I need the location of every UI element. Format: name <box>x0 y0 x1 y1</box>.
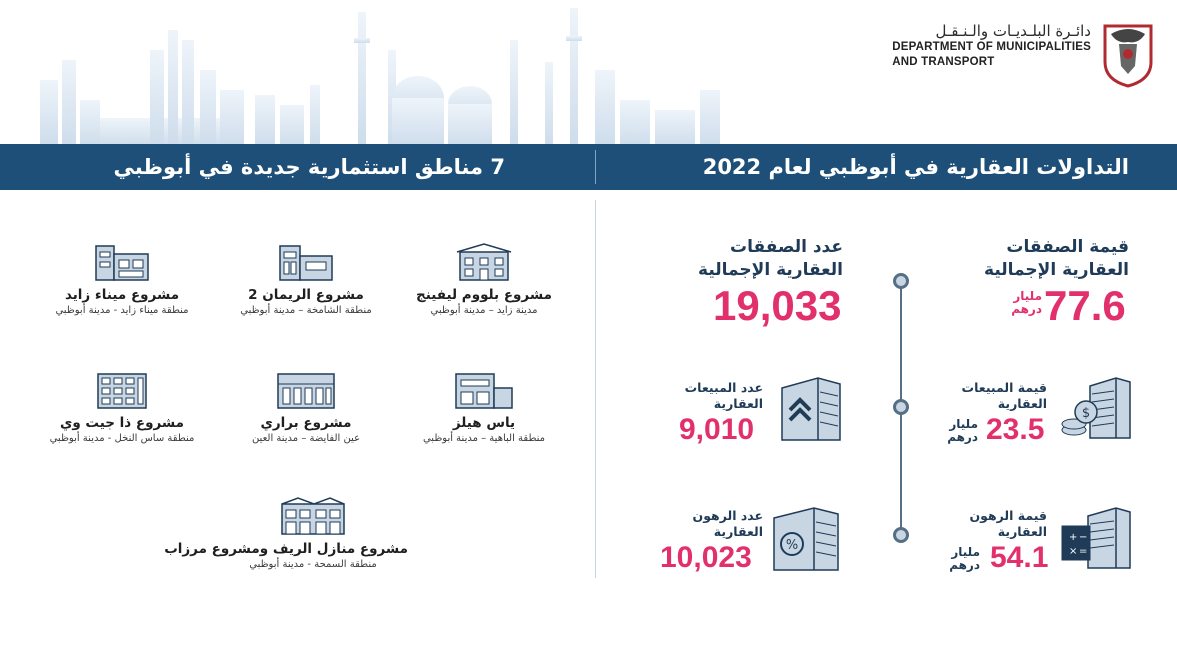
project-location: منطقة ساس النخل - مدينة أبوظبي <box>49 433 195 444</box>
unit-line1: مليار <box>1013 289 1042 303</box>
house-icon <box>455 242 513 282</box>
project-name: مشروع براري <box>260 415 352 431</box>
mortgage-count-label-line2: العقارية <box>713 524 763 539</box>
logo-arabic-name: دائـرة البلـديـات والـنـقـل <box>935 22 1091 40</box>
project-location: منطقة السمحة - مدينة أبوظبي <box>249 559 377 570</box>
mortgage-value-label-line1: قيمة الرهون <box>969 508 1047 523</box>
logo-english-line2: AND TRANSPORT <box>892 56 995 68</box>
calculator-icon <box>1062 526 1090 560</box>
mortgage-value-label-line2: العقارية <box>997 524 1047 539</box>
unit-line2: درهم <box>1011 302 1042 316</box>
total-count-number: 19,033 <box>713 282 842 329</box>
project-name: مشروع الريمان 2 <box>248 287 364 303</box>
sales-count-label <box>685 380 763 412</box>
svg-text:×: × <box>1069 546 1078 557</box>
total-value-number: 77.6 <box>1044 282 1126 329</box>
real-estate-transactions-title: التداولات العقارية في أبوظبي لعام 2022 <box>702 155 1129 179</box>
project-item <box>389 242 579 318</box>
svg-text:$: $ <box>1081 406 1091 421</box>
skyline-illustration <box>40 0 760 148</box>
house-icon <box>278 496 348 536</box>
sales-value-number: 23.5 <box>986 413 1045 446</box>
percent-icon <box>781 533 803 555</box>
project-location: مدينة زايد – مدينة أبوظبي <box>430 305 538 316</box>
house-icon <box>94 370 150 410</box>
project-name: مشروع بلووم ليفينج <box>416 287 552 303</box>
building-dollar-icon <box>1060 374 1134 440</box>
unit-line2: درهم <box>947 430 978 444</box>
unit-line2: درهم <box>949 558 980 572</box>
project-item <box>164 496 408 572</box>
project-location: منطقة الشامخة – مدينة أبوظبي <box>240 305 372 316</box>
unit-line1: مليار <box>951 545 980 559</box>
timeline-dot <box>893 527 909 543</box>
mortgage-count-label-line1: عدد الرهون <box>692 508 763 523</box>
sales-count-label-line2: العقارية <box>713 396 763 411</box>
sales-count-label-line1: عدد المبيعات <box>684 380 763 395</box>
building-percent-icon <box>770 504 846 572</box>
project-name: مشروع ميناء زايد <box>64 287 180 303</box>
project-item <box>389 370 579 446</box>
total-value-unit <box>992 290 1042 316</box>
investment-zones-title: 7 مناطق استثمارية جديدة في أبوظبي <box>113 155 505 179</box>
sales-count-number: 9,010 <box>679 413 755 446</box>
svg-text:−: − <box>1079 532 1088 543</box>
project-name: مشروع ذا جيت وي <box>59 415 185 431</box>
header-band <box>0 144 1177 190</box>
sales-value-label-line2: العقارية <box>997 396 1047 411</box>
mortgage-count-label <box>693 508 763 540</box>
dmt-logo <box>892 22 1155 88</box>
section-divider <box>595 200 596 578</box>
house-icon <box>276 242 336 282</box>
emblem-logo <box>1101 22 1155 88</box>
project-location: منطقة الباهية – مدينة أبوظبي <box>422 433 546 444</box>
mortgage-value-number: 54.1 <box>990 541 1049 574</box>
project-location: عين الفايضة – مدينة العين <box>251 433 361 444</box>
unit-line1: مليار <box>949 417 978 431</box>
logo-text <box>892 22 1091 70</box>
sales-value-unit <box>928 418 978 444</box>
total-value-label-line1: قيمة الصفقات <box>1006 237 1129 257</box>
timeline-dot <box>893 273 909 289</box>
sales-value-label-line1: قيمة المبيعات <box>961 380 1047 395</box>
total-value-label <box>984 236 1129 282</box>
total-count-label-line2: العقارية الإجمالية <box>698 260 843 280</box>
mortgage-count-number: 10,023 <box>660 541 752 574</box>
house-icon <box>452 370 516 410</box>
sales-value-label <box>962 380 1047 412</box>
logo-english-line1: DEPARTMENT OF MUNICIPALITIES <box>892 41 1091 53</box>
project-location: منطقة ميناء زايد - مدينة أبوظبي <box>55 305 189 316</box>
mortgage-value-label <box>969 508 1047 540</box>
project-name: ياس هيلز <box>452 415 516 431</box>
project-item <box>27 370 217 446</box>
timeline-dot <box>893 399 909 415</box>
total-value-label-line2: العقارية الإجمالية <box>984 260 1129 280</box>
svg-text:=: = <box>1079 546 1088 557</box>
project-name: مشروع منازل الريف ومشروع مرزاب <box>164 541 408 557</box>
project-item <box>211 370 401 446</box>
mortgage-value-unit <box>930 546 980 572</box>
project-item <box>27 242 217 318</box>
total-count-label-line1: عدد الصفقات <box>730 237 843 257</box>
band-divider <box>595 150 596 184</box>
svg-text:%: % <box>785 538 799 553</box>
house-icon <box>274 370 338 410</box>
svg-text:+: + <box>1069 532 1078 543</box>
building-calculator-icon <box>1058 504 1134 570</box>
house-icon <box>92 242 152 282</box>
project-item <box>211 242 401 318</box>
total-count-label <box>698 236 843 282</box>
building-arrows-icon <box>778 374 848 442</box>
